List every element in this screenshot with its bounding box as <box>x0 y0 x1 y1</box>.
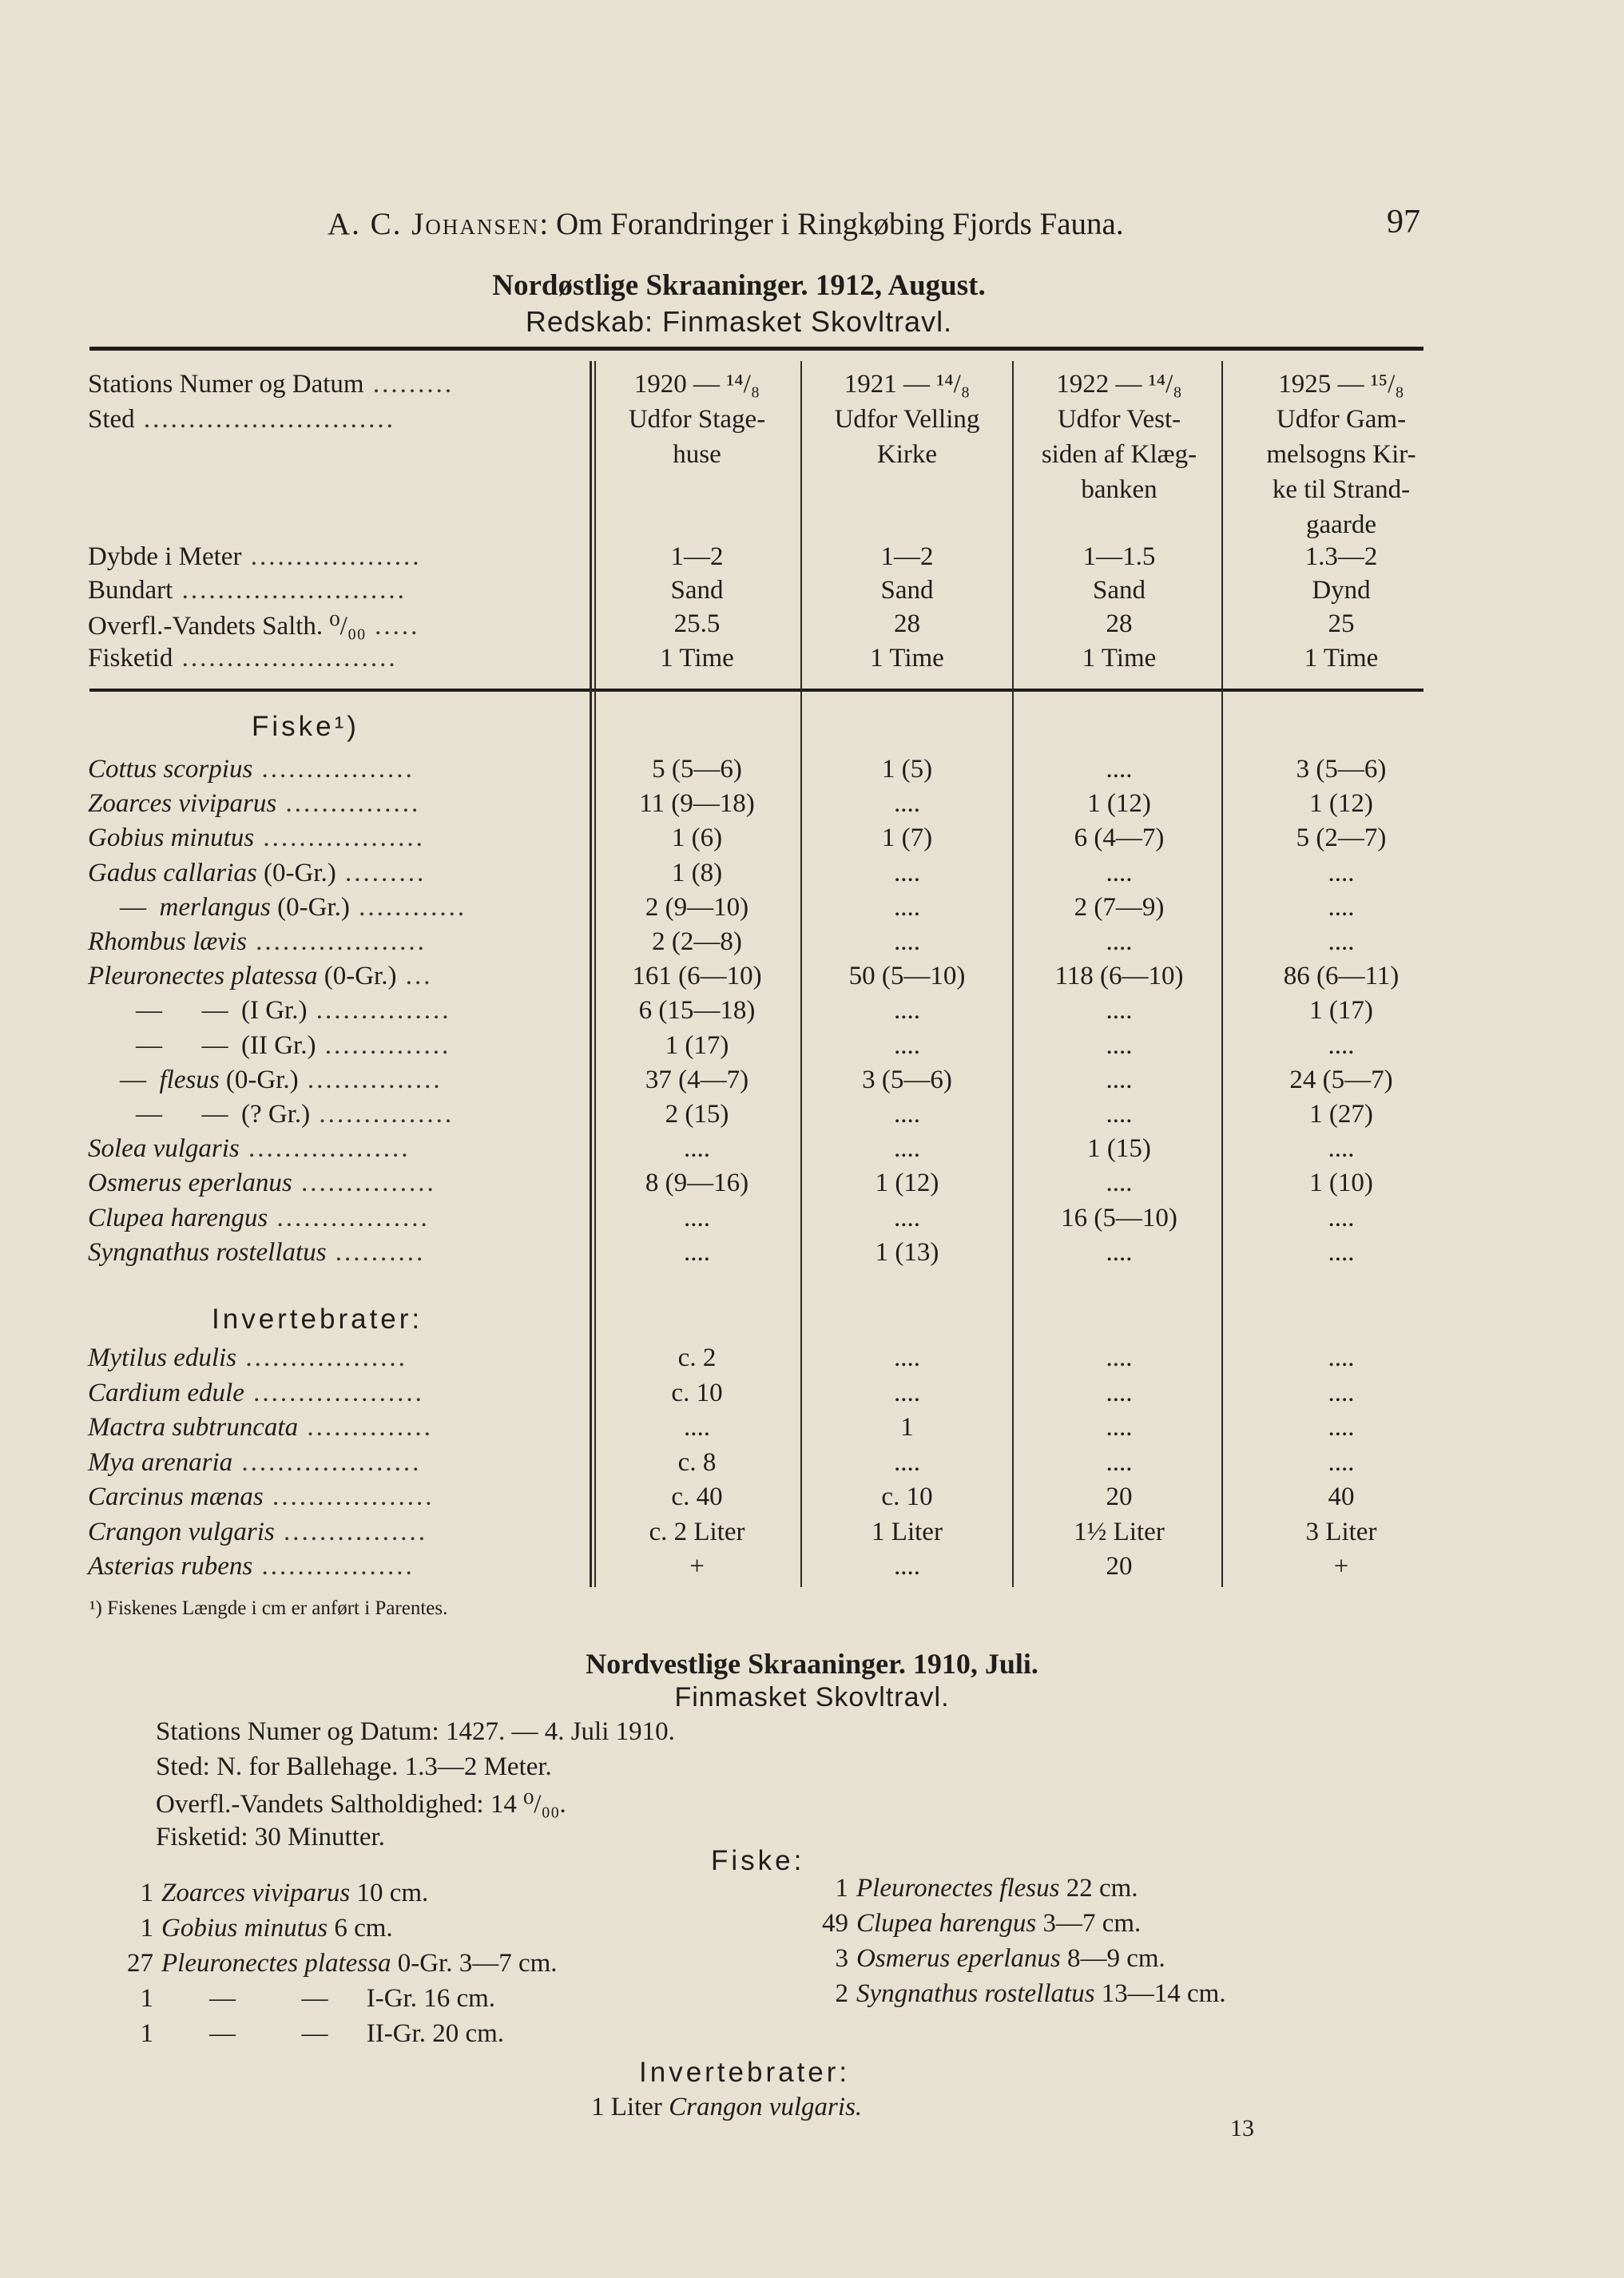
fish-list-item <box>120 1949 558 1978</box>
fish-list-item <box>815 1944 1165 1974</box>
footnote: ¹) Fiskenes Længde i cm er anført i Parentes. <box>89 1597 448 1619</box>
station-param: Overfl.-Vandets Saltholdighed: 14 ⁰/₀₀. <box>156 1790 566 1819</box>
species-name: — — <box>209 2019 328 2048</box>
species-name: Crangon vulgaris <box>88 1517 275 1546</box>
table-cell: 1 (12) <box>1309 789 1373 819</box>
table-cell: .... <box>1106 1100 1133 1129</box>
leader-dots: ............... <box>292 1169 436 1198</box>
table-cell: 11 (9—18) <box>639 789 755 819</box>
species-name: Zoarces viviparus <box>161 1879 351 1907</box>
invertebrate-row-label <box>88 1343 407 1373</box>
table-cell: 1.3—2 <box>1304 542 1378 571</box>
table-cell: ke til Strand- <box>1272 475 1411 504</box>
leader-dots: ............... <box>310 1100 455 1129</box>
fish-count: 1 <box>140 1984 153 2013</box>
table-cell: 24 (5—7) <box>1289 1065 1393 1094</box>
table-cell: 5 (2—7) <box>1296 823 1387 853</box>
table-cell: .... <box>894 927 920 956</box>
table-cell: .... <box>684 1203 710 1232</box>
fish-count: 27 <box>127 1949 153 1978</box>
species-name: Osmerus eperlanus <box>88 1169 292 1198</box>
table-cell: 16 (5—10) <box>1061 1203 1177 1232</box>
table-cell: 40 <box>1328 1482 1355 1511</box>
table-cell: 1 (10) <box>1309 1169 1373 1198</box>
fish-count: 2 <box>835 1979 848 2008</box>
fish-row-label <box>88 893 467 923</box>
table-cell: c. 10 <box>881 1482 933 1511</box>
fish-size: I-Gr. 16 cm. <box>366 1984 496 2013</box>
species-name: Clupea harengus <box>856 1909 1037 1938</box>
invertebrate-amount: 1 Liter <box>591 2093 662 2121</box>
leader-dots: ......... <box>336 858 427 887</box>
station-param: Sted: N. for Ballehage. 1.3—2 Meter. <box>156 1752 552 1781</box>
table-cell: Udfor Velling <box>834 405 980 434</box>
species-name: Pleuronectes platessa <box>88 962 318 991</box>
leader-dots: .................. <box>236 1343 407 1372</box>
leader-dots: ................... <box>244 1378 424 1407</box>
table-cell: 1920 — ¹⁴/₈ <box>633 370 760 399</box>
species-name: Osmerus eperlanus <box>856 1944 1061 1973</box>
table-cell: 1925 — ¹⁵/₈ <box>1278 370 1404 399</box>
table-cell: .... <box>894 892 920 922</box>
table-cell: .... <box>1106 1447 1133 1477</box>
invertebrate-row-label <box>88 1413 433 1443</box>
table-row-label <box>88 609 419 641</box>
section2-subtitle: Finmasket Skovltravl. <box>674 1682 950 1712</box>
table-cell: 28 <box>1106 609 1133 638</box>
table-cell: + <box>689 1552 705 1581</box>
table-cell: 2 (15) <box>665 1100 729 1129</box>
species-name: Solea vulgaris <box>88 1134 240 1164</box>
fish-row-label <box>88 962 432 991</box>
fish-row-label <box>88 1066 443 1095</box>
table-cell: .... <box>1328 1378 1355 1407</box>
leader-dots: ............ <box>349 892 467 922</box>
dash-prefix: — — <box>136 1100 241 1129</box>
species-name: Syngnathus rostellatus <box>88 1237 327 1267</box>
table-cell: 1—1.5 <box>1082 542 1156 571</box>
table-cell: .... <box>684 1237 710 1267</box>
table-cell: 1 <box>900 1413 914 1442</box>
fish-size: II-Gr. 20 cm. <box>366 2019 505 2048</box>
leader-dots: ............... <box>298 1065 443 1094</box>
fish-size: 0-Gr. 3—7 cm. <box>397 1949 558 1978</box>
table-cell: .... <box>894 1030 920 1060</box>
species-name: Carcinus mænas <box>88 1482 264 1511</box>
table-cell: 1 (6) <box>671 823 723 853</box>
species-name: Cottus scorpius <box>88 755 253 784</box>
species-name: Mytilus edulis <box>88 1343 237 1372</box>
fish-row-label <box>88 1100 454 1129</box>
label-text: Bundart <box>88 576 173 605</box>
journal-title: Om Forandringer i Ringkøbing Fjords Fauna. <box>555 207 1124 241</box>
fish-list-item <box>120 2019 504 2049</box>
table-cell: gaarde <box>1306 510 1376 539</box>
table-cell: melsogns Kir- <box>1266 440 1416 469</box>
table-row-label <box>88 542 421 572</box>
leader-dots: ................ <box>274 1517 428 1546</box>
table-cell: c. 10 <box>671 1378 723 1407</box>
section2-title: Nordvestlige Skraaninger. 1910, Juli. <box>586 1648 1038 1680</box>
age-group: (? Gr.) <box>241 1100 311 1129</box>
table-cell: .... <box>684 1134 710 1164</box>
fish-row-label <box>88 1169 436 1198</box>
leader-dots: ..... <box>365 612 420 641</box>
species-name: flesus <box>159 1065 220 1094</box>
fish-list-item <box>815 1909 1141 1939</box>
species-name: merlangus <box>159 892 271 922</box>
table-cell: 20 <box>1106 1482 1133 1511</box>
age-group: (0-Gr.) <box>256 858 336 887</box>
table-cell: 1 Liter <box>872 1517 943 1546</box>
species-name: Syngnathus rostellatus <box>856 1979 1095 2008</box>
table-cell: 3 Liter <box>1305 1517 1377 1546</box>
label-text: Dybde i Meter <box>88 542 242 571</box>
leader-dots: ................. <box>268 1203 430 1232</box>
fish-count: 49 <box>822 1909 848 1938</box>
table-cell: .... <box>1328 858 1355 887</box>
leader-dots: .......... <box>326 1237 426 1267</box>
fish-list-item <box>815 1979 1226 2009</box>
table-cell: .... <box>1328 892 1355 922</box>
table-row-label <box>88 370 454 399</box>
table-cell: .... <box>1106 1169 1133 1198</box>
fish-size: 13—14 cm. <box>1101 1979 1226 2008</box>
table-cell: 1 Time <box>1304 644 1379 673</box>
age-group: (0-Gr.) <box>270 892 350 922</box>
table-cell: .... <box>1328 1237 1355 1267</box>
age-group: (II Gr.) <box>241 1030 316 1060</box>
table-cell: siden af Klæg- <box>1041 440 1197 469</box>
table-cell: .... <box>894 1447 920 1477</box>
table1-subtitle: Redskab: Finmasket Skovltravl. <box>525 305 953 338</box>
table-cell: 8 (9—16) <box>645 1169 749 1198</box>
table-cell: 1 (15) <box>1087 1134 1151 1164</box>
table-cell: .... <box>1106 1237 1133 1267</box>
table-cell: 1 (12) <box>875 1169 939 1198</box>
leader-dots: .................. <box>263 1482 435 1511</box>
table-cell: .... <box>894 1134 920 1164</box>
table-cell: .... <box>684 1413 710 1442</box>
fish-row-label <box>88 1031 451 1061</box>
species-name: Pleuronectes flesus <box>856 1874 1060 1903</box>
leader-dots: ......... <box>363 370 455 399</box>
table-cell: .... <box>894 1343 920 1372</box>
leader-dots: ........................ <box>173 644 398 673</box>
table-cell: 1 (27) <box>1309 1100 1373 1129</box>
table-cell: 1—2 <box>670 542 724 571</box>
age-group: (0-Gr.) <box>317 962 397 991</box>
table-cell: Udfor Gam- <box>1276 405 1407 434</box>
species-name: Gobius minutus <box>88 823 255 853</box>
species-name: Zoarces viviparus <box>88 789 277 819</box>
table-cell: 3 (5—6) <box>862 1065 952 1094</box>
table-cell: .... <box>894 996 920 1026</box>
species-name: Rhombus lævis <box>88 927 247 956</box>
column-divider <box>590 361 592 1587</box>
invertebrate-row-label <box>88 1448 421 1478</box>
table-cell: .... <box>894 1203 920 1232</box>
fish-size: 6 cm. <box>334 1914 393 1943</box>
table-cell: .... <box>1328 1413 1355 1442</box>
table-cell: .... <box>1106 1378 1133 1407</box>
table-cell: .... <box>1106 1343 1133 1372</box>
invertebrate-name: Crangon vulgaris. <box>669 2093 863 2121</box>
species-name: — — <box>209 1984 328 2013</box>
dash-prefix: — <box>120 1065 160 1094</box>
fish-row-label <box>88 1238 425 1268</box>
fish-count: 1 <box>140 1914 153 1943</box>
fish-row-label <box>88 927 427 957</box>
table-cell: 1 Time <box>660 644 734 673</box>
leader-dots: ... <box>396 962 433 991</box>
section2-fish-heading: Fiske: <box>711 1845 805 1876</box>
leader-dots: .................. <box>254 823 425 853</box>
table-cell: .... <box>1106 1065 1133 1094</box>
table-cell: c. 2 <box>677 1343 717 1372</box>
page-number: 97 <box>1387 204 1420 240</box>
table-cell: 1 (5) <box>881 755 933 784</box>
fish-size: 10 cm. <box>356 1879 429 1907</box>
table-cell: 1 (17) <box>1309 996 1373 1026</box>
table-cell: 1 Time <box>870 644 944 673</box>
leader-dots: ............... <box>307 996 451 1026</box>
fish-row-label <box>88 1204 430 1233</box>
invertebrate-row-label <box>88 1552 415 1582</box>
table-cell: .... <box>1106 755 1133 784</box>
leader-dots: ............................ <box>134 405 395 434</box>
running-header <box>328 206 1124 242</box>
table-cell: .... <box>1328 1030 1355 1060</box>
table-cell: .... <box>1106 1413 1133 1442</box>
species-name: Mactra subtruncata <box>88 1413 299 1442</box>
species-name: Pleuronectes platessa <box>161 1949 391 1978</box>
table-cell: 50 (5—10) <box>848 962 966 991</box>
table-cell: 3 (5—6) <box>1296 755 1387 784</box>
table-cell: .... <box>1106 1030 1133 1060</box>
label-text: Sted <box>88 405 135 434</box>
table-cell: 1—2 <box>880 542 934 571</box>
fish-count: 1 <box>835 1874 848 1903</box>
table-cell: 1 Time <box>1082 644 1157 673</box>
table-cell: .... <box>1328 1447 1355 1477</box>
signature-mark: 13 <box>1230 2115 1254 2141</box>
species-name: Asterias rubens <box>88 1552 253 1581</box>
table-cell: 1 (17) <box>665 1030 729 1060</box>
table-cell: 118 (6—10) <box>1054 962 1184 991</box>
table-cell: .... <box>1328 1203 1355 1232</box>
table-cell: .... <box>894 1100 920 1129</box>
station-param: Fisketid: 30 Minutter. <box>156 1823 385 1851</box>
table-cell: 1½ Liter <box>1074 1517 1165 1546</box>
fish-list-item <box>120 1879 428 1908</box>
fish-count: 1 <box>140 1879 153 1907</box>
table-cell: Dynd <box>1312 576 1371 605</box>
table-cell: Sand <box>670 576 724 605</box>
fish-size: 8—9 cm. <box>1066 1944 1165 1973</box>
table-cell: 1 (13) <box>875 1237 939 1267</box>
table-cell: .... <box>1328 927 1355 956</box>
table-cell: .... <box>894 1552 920 1581</box>
station-param: Stations Numer og Datum: 1427. — 4. Juli 1910. <box>156 1717 675 1746</box>
table-cell: c. 8 <box>677 1447 717 1477</box>
table-cell: 86 (6—11) <box>1283 962 1400 991</box>
label-text: Overfl.-Vandets Salth. ⁰/₀₀ <box>88 612 366 641</box>
table-top-rule <box>89 347 1423 351</box>
table-cell: .... <box>1328 1134 1355 1164</box>
table-cell: 1921 — ¹⁴/₈ <box>844 370 971 399</box>
table-cell: 161 (6—10) <box>632 962 762 991</box>
table-cell: c. 2 Liter <box>649 1517 745 1546</box>
species-name: Gadus callarias <box>88 858 257 887</box>
leader-dots: ............... <box>276 789 421 819</box>
fish-row-label <box>88 996 451 1026</box>
species-name: Mya arenaria <box>88 1447 233 1477</box>
leader-dots: ................. <box>252 1552 415 1581</box>
invertebrate-heading: Invertebrater: <box>212 1304 423 1335</box>
fish-list-item <box>120 1914 393 1943</box>
invertebrate-row-label <box>88 1379 424 1408</box>
table-row-label <box>88 405 395 435</box>
table-cell: Sand <box>880 576 934 605</box>
fish-count: 3 <box>835 1944 848 1973</box>
table-cell: c. 40 <box>671 1482 723 1511</box>
table-cell: Udfor Vest- <box>1057 405 1181 434</box>
fish-heading: Fiske¹) <box>252 711 359 742</box>
table-cell: 2 (2—8) <box>652 927 742 956</box>
fish-list-item <box>120 1984 495 2014</box>
leader-dots: ................. <box>252 755 415 784</box>
table-cell: .... <box>894 1378 920 1407</box>
table-cell: .... <box>894 858 920 887</box>
table-cell: .... <box>1106 996 1133 1026</box>
fish-row-label <box>88 755 415 784</box>
table-cell: .... <box>894 789 920 819</box>
table-cell: 25.5 <box>673 609 721 638</box>
fish-row-label <box>88 823 425 853</box>
table-cell: 6 (4—7) <box>1074 823 1165 853</box>
invertebrate-row-label <box>88 1482 434 1512</box>
species-name: Cardium edule <box>88 1378 244 1407</box>
table-cell: + <box>1333 1552 1349 1581</box>
fish-row-label <box>88 789 420 819</box>
table-cell: .... <box>1328 1343 1355 1372</box>
table-cell: 25 <box>1328 609 1355 638</box>
author-name: A. C. Johansen <box>328 207 540 241</box>
table-cell: 5 (5—6) <box>652 755 742 784</box>
dash-prefix: — — <box>136 996 241 1026</box>
age-group: (0-Gr.) <box>219 1065 299 1094</box>
table-cell: huse <box>673 440 721 469</box>
age-group: (I Gr.) <box>241 996 308 1026</box>
leader-dots: ................... <box>246 927 427 956</box>
section2-invertebrate-line <box>591 2093 862 2122</box>
table-cell: .... <box>1106 858 1133 887</box>
table-cell: 20 <box>1106 1552 1133 1581</box>
table-cell: 1 (12) <box>1087 789 1151 819</box>
table-cell: 1 (8) <box>671 858 723 887</box>
leader-dots: .................... <box>232 1447 422 1477</box>
table-cell: 1922 — ¹⁴/₈ <box>1056 370 1182 399</box>
header-separator: : <box>539 207 549 241</box>
table-cell: 28 <box>894 609 920 638</box>
table1-title: Nordøstlige Skraaninger. 1912, August. <box>492 269 986 302</box>
invertebrate-row-label <box>88 1518 427 1547</box>
dash-prefix: — — <box>136 1030 241 1060</box>
table-cell: 2 (7—9) <box>1074 892 1165 922</box>
table-cell: Sand <box>1093 576 1146 605</box>
table-cell: Kirke <box>876 440 938 469</box>
table-row-label <box>88 576 407 605</box>
table-cell: banken <box>1081 475 1157 504</box>
table-cell: Udfor Stage- <box>628 405 766 434</box>
leader-dots: .............. <box>298 1413 433 1442</box>
fish-list-item <box>815 1874 1138 1903</box>
table-mid-rule <box>89 689 1423 692</box>
fish-count: 1 <box>140 2019 153 2048</box>
table-cell: .... <box>1106 927 1133 956</box>
label-text: Stations Numer og Datum <box>88 370 364 399</box>
species-name: Gobius minutus <box>161 1914 328 1943</box>
leader-dots: ......................... <box>173 576 407 605</box>
table-cell: 1 (7) <box>881 823 933 853</box>
fish-size: 22 cm. <box>1066 1874 1138 1903</box>
leader-dots: .............. <box>316 1030 451 1060</box>
table-cell: 2 (9—10) <box>645 892 749 922</box>
fish-row-label <box>88 859 426 888</box>
section2-invertebrate-heading: Invertebrater: <box>639 2057 851 2088</box>
leader-dots: .................. <box>239 1134 411 1164</box>
table-cell: 37 (4—7) <box>645 1065 749 1094</box>
leader-dots: ................... <box>241 542 422 571</box>
fish-row-label <box>88 1134 410 1164</box>
table-cell: 6 (15—18) <box>638 996 756 1026</box>
fish-size: 3—7 cm. <box>1042 1909 1142 1938</box>
species-name: Clupea harengus <box>88 1203 268 1232</box>
label-text: Fisketid <box>88 644 173 673</box>
dash-prefix: — <box>120 892 160 922</box>
table-row-label <box>88 644 398 673</box>
